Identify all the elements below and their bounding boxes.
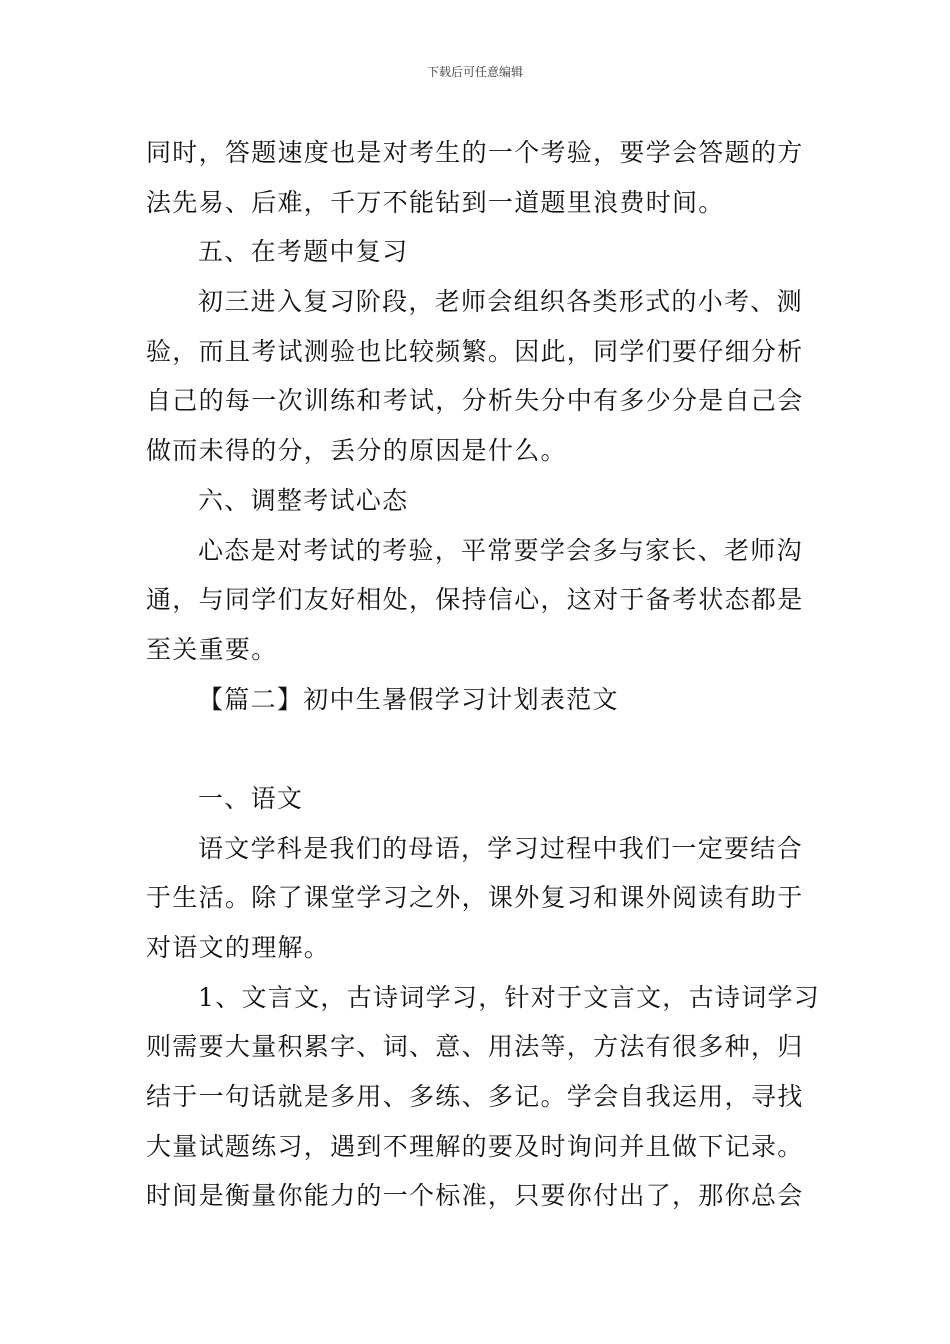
paragraph-line: 通，与同学们友好相处，保持信心，这对于备考状态都是: [146, 585, 804, 615]
paragraph-line: 法先易、后难，千万不能钻到一道题里浪费时间。: [146, 187, 725, 217]
article-title: 【篇二】初中生暑假学习计划表范文: [198, 684, 619, 714]
paragraph-line: 验，而且考试测验也比较频繁。因此，同学们要仔细分析: [146, 336, 804, 366]
paragraph-line: 自己的每一次训练和考试，分析失分中有多少分是自己会: [146, 386, 804, 416]
paragraph-line: 时间是衡量你能力的一个标准，只要你付出了，那你总会: [146, 1181, 804, 1211]
paragraph-line: 大量试题练习，遇到不理解的要及时询问并且做下记录。: [146, 1131, 804, 1161]
paragraph-line: 语文学科是我们的母语，学习过程中我们一定要结合: [198, 833, 803, 863]
section-heading: 六、调整考试心态: [198, 485, 409, 515]
paragraph-line: 1、文言文，古诗词学习，针对于文言文，古诗词学习: [198, 982, 821, 1012]
paragraph-line: 做而未得的分，丢分的原因是什么。: [146, 436, 567, 466]
paragraph-line: 于生活。除了课堂学习之外，课外复习和课外阅读有助于: [146, 883, 804, 913]
paragraph-line: 则需要大量积累字、词、意、用法等，方法有很多种，归: [146, 1032, 804, 1062]
paragraph-line: 至关重要。: [146, 634, 278, 664]
paragraph-line: 心态是对考试的考验，平常要学会多与家长、老师沟: [198, 535, 803, 565]
paragraph-line: 初三进入复习阶段，老师会组织各类形式的小考、测: [198, 287, 803, 317]
document-body: [146, 128, 821, 1221]
paragraph-line: 同时，答题速度也是对考生的一个考验，要学会答题的方: [146, 138, 804, 167]
section-heading: 一、语文: [198, 783, 304, 813]
paragraph-line: 对语文的理解。: [146, 933, 331, 962]
page-header: 下载后可任意编辑: [426, 65, 523, 79]
section-heading: 五、在考题中复习: [198, 237, 409, 267]
blank-line: [146, 724, 810, 774]
paragraph-line: 结于一句话就是多用、多练、多记。学会自我运用，寻找: [146, 1082, 804, 1112]
